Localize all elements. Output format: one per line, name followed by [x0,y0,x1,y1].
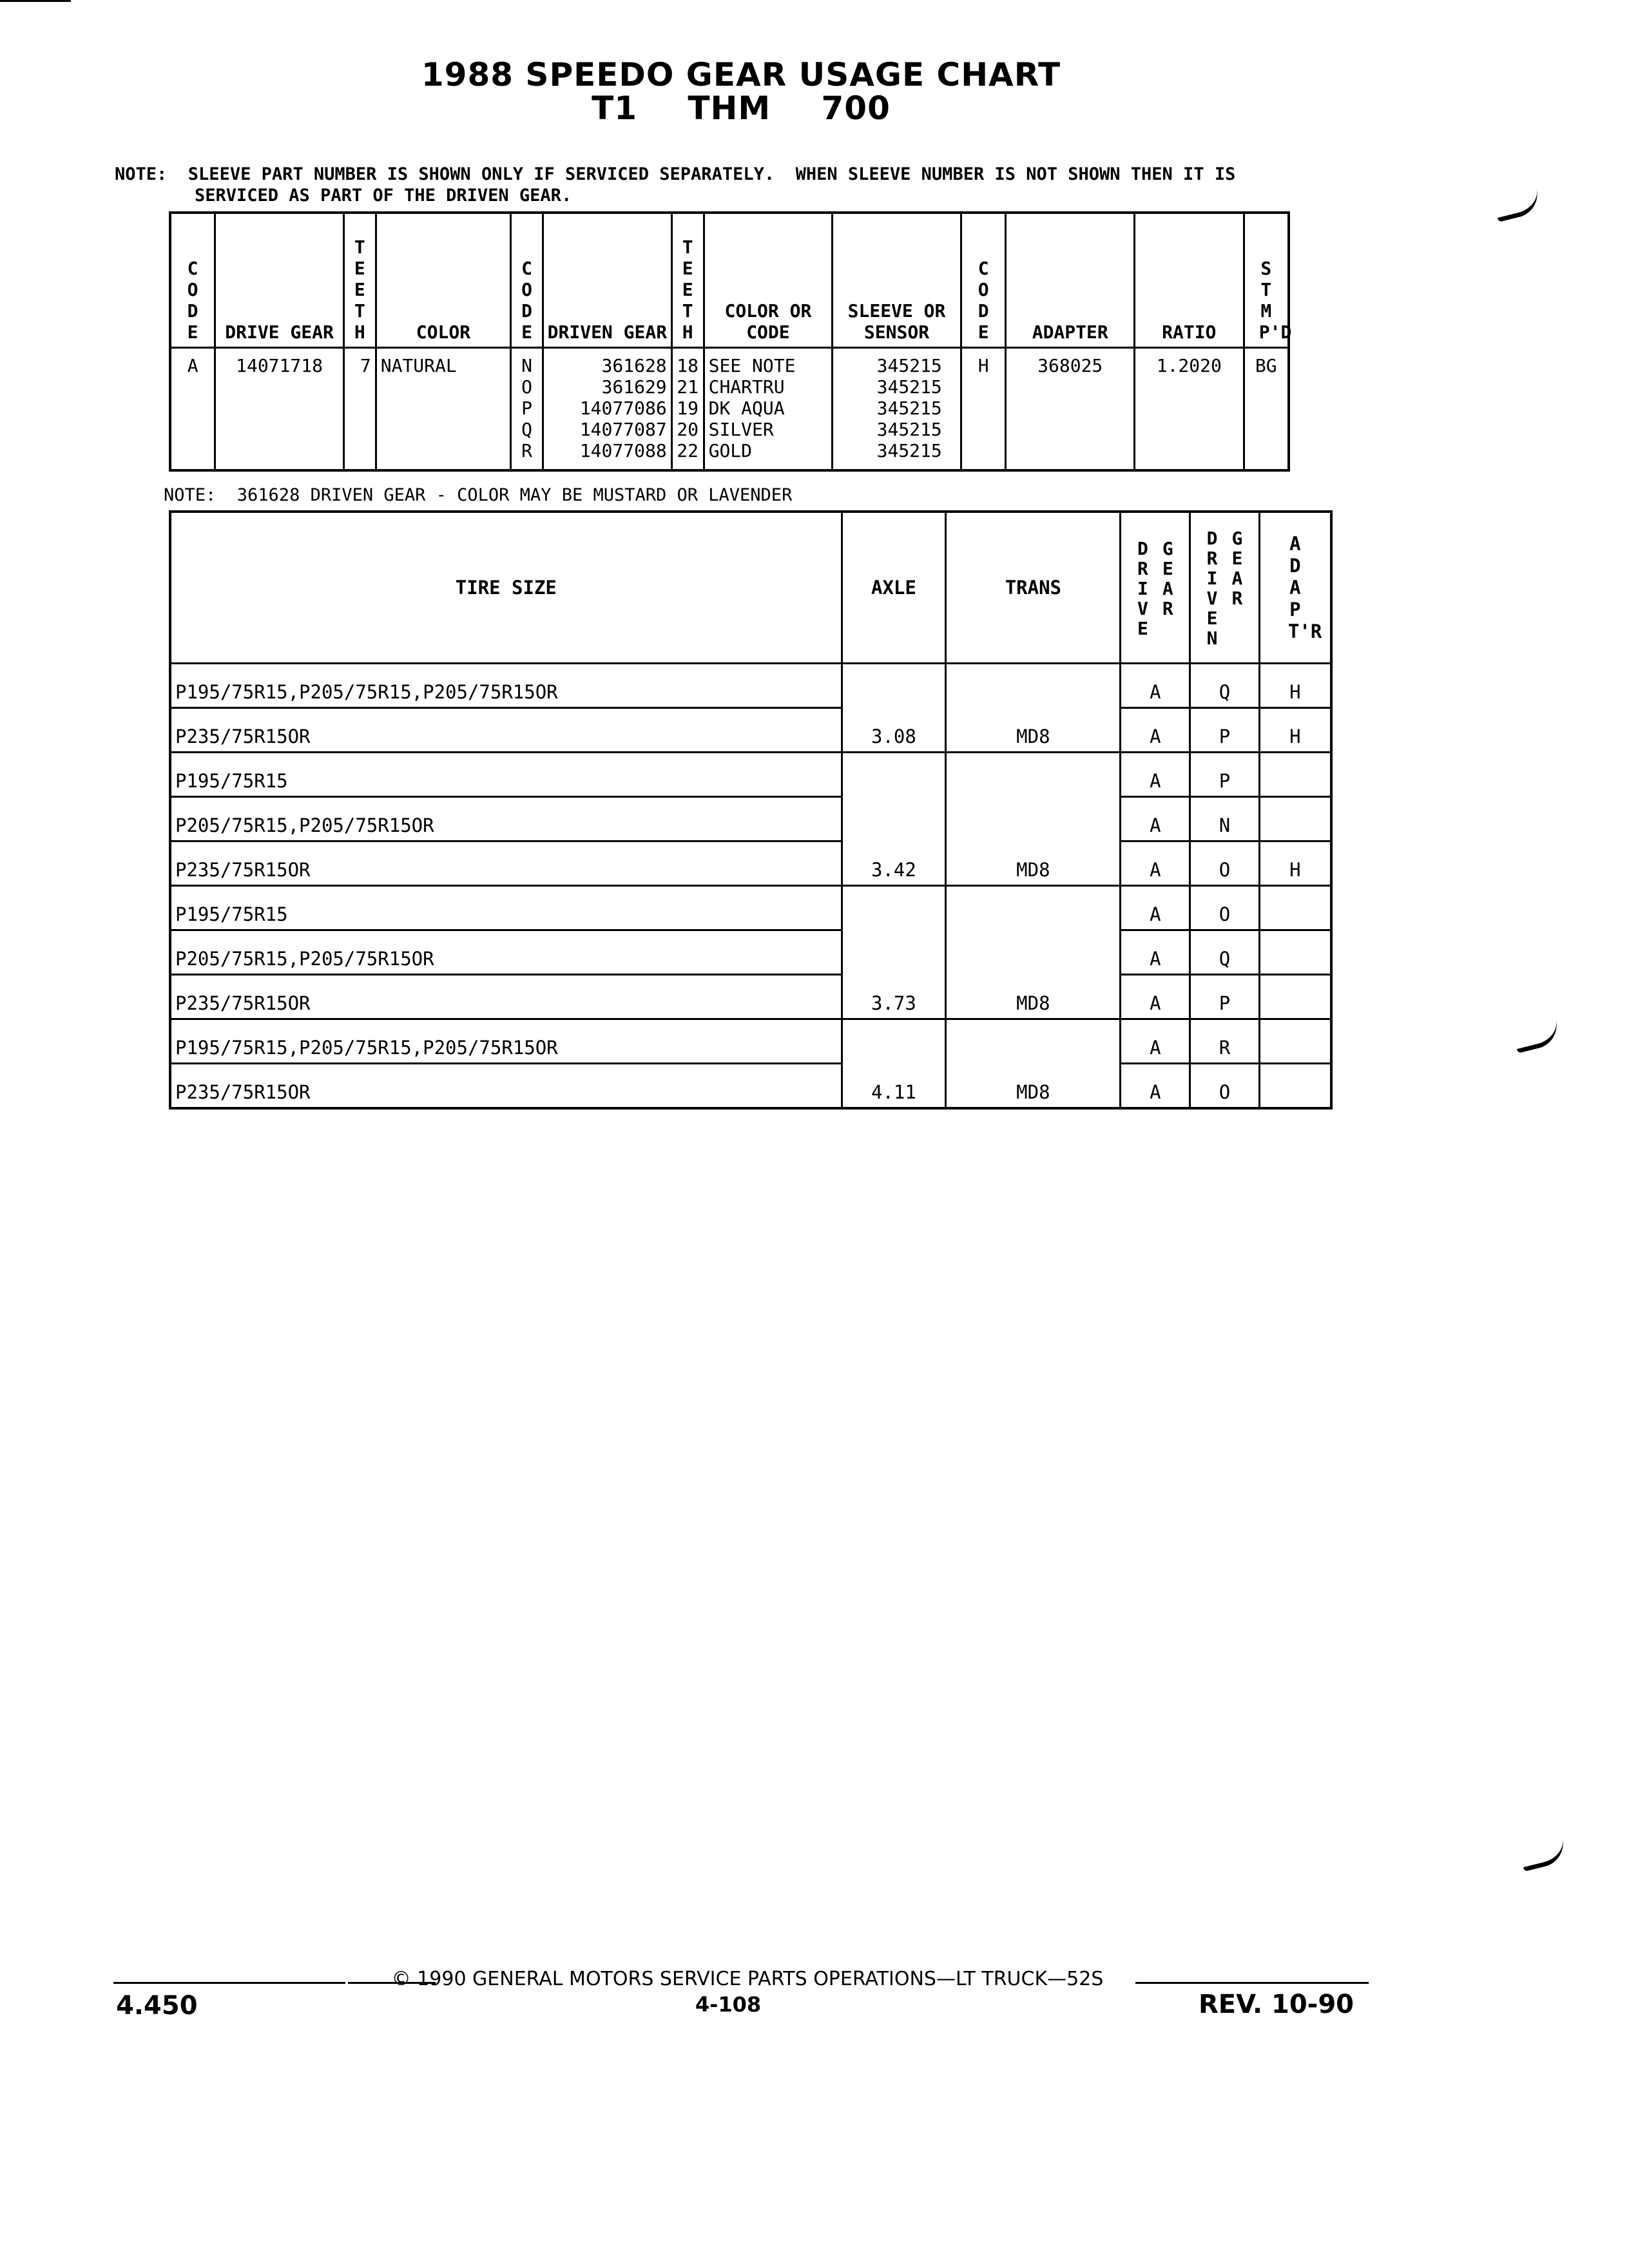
header-drive-gear-col: DRIVE GEAR [1121,512,1190,664]
header-driven-gear: DRIVEN GEAR [543,213,672,348]
cell-trans [946,886,1121,930]
binder-hole-mark [1519,1838,1568,1872]
header-code-2: CODE [511,213,543,348]
note-text-line2: SERVICED AS PART OF THE DRIVEN GEAR. [195,186,572,206]
cell-adapter: H [1259,708,1331,753]
cell-color: NATURAL [376,348,510,471]
cell-driven-gear: R [1190,1019,1260,1064]
cell-teeth: 7 [343,348,376,471]
cell-trans [946,664,1121,708]
cell-axle [842,930,946,975]
header-adapter: ADAPTER [1006,213,1134,348]
cell-adapter: H [1259,664,1331,708]
cell-axle: 4.11 [842,1064,946,1109]
cell-adapter [1259,975,1331,1019]
cell-drive-gear: A [1121,930,1190,975]
cell-drive-gear: A [1121,975,1190,1019]
cell-drive-gear: A [1121,753,1190,797]
header-trans: TRANS [946,512,1121,664]
cell-adapter: 368025 [1006,348,1134,471]
cell-adapter [1259,753,1331,797]
page-number: 4.450 [116,1991,198,2021]
cell-driven-codes: N O P Q R [511,348,543,471]
cell-driven-gear: O [1190,886,1260,930]
header-ratio: RATIO [1134,213,1244,348]
cell-driven-gear: Q [1190,664,1260,708]
cell-driven-gear: Q [1190,930,1260,975]
cell-driven-gear: O [1190,841,1260,886]
cell-axle: 3.08 [842,708,946,753]
cell-trans: MD8 [946,708,1121,753]
cell-trans [946,753,1121,797]
cell-trans: MD8 [946,841,1121,886]
note-label: NOTE: [115,164,168,184]
table-row [170,797,1331,841]
cell-tire-size: P195/75R15,P205/75R15,P205/75R15OR [170,664,842,708]
header-adaptr: ADAPT'R [1259,512,1331,664]
table-row [170,975,1331,1019]
header-driven-gear-col: DRIVEN GEAR [1190,512,1260,664]
cell-adapter [1259,930,1331,975]
cell-driven-gear: N [1190,797,1260,841]
page-subtitle: T1 THM 700 [592,90,891,127]
cell-trans [946,930,1121,975]
header-code-3: CODE [961,213,1006,348]
cell-driven-gears: 361628 361629 14077086 14077087 14077088 [543,348,672,471]
cell-drive-gear: A [1121,797,1190,841]
header-code: CODE [170,213,215,348]
cell-tire-size: P205/75R15,P205/75R15OR [170,797,842,841]
cell-adapter [1259,1064,1331,1109]
cell-tire-size: P195/75R15,P205/75R15,P205/75R15OR [170,1019,842,1064]
cell-tire-size: P195/75R15 [170,886,842,930]
cell-driven-teeth: 18 21 19 20 22 [671,348,704,471]
cell-driven-gear: P [1190,753,1260,797]
cell-trans [946,797,1121,841]
sleeve-note [115,164,1235,186]
gear-table [169,211,1290,472]
top-rule [0,0,71,2]
cell-drive-gear: A [1121,708,1190,753]
note-text-line1: SLEEVE PART NUMBER IS SHOWN ONLY IF SERVICED SEPARATELY. WHEN SLEEVE NUMBER IS NOT SHOWN THEN IT IS [188,164,1236,184]
page-reference: 4-108 [695,1992,762,2017]
cell-axle [842,753,946,797]
header-axle: AXLE [842,512,946,664]
gear-table-header [170,213,1289,348]
cell-stmpd: BG [1244,348,1289,471]
gear-table-row [170,348,1289,471]
cell-tire-size: P235/75R15OR [170,1064,842,1109]
header-teeth-2: TEETH [671,213,704,348]
cell-ratio: 1.2020 [1134,348,1244,471]
cell-axle [842,886,946,930]
cell-adapter [1259,886,1331,930]
cell-tire-size: P235/75R15OR [170,708,842,753]
table-row [170,1019,1331,1064]
table-row [170,930,1331,975]
page-title: 1988 SPEEDO GEAR USAGE CHART [421,56,1061,93]
cell-axle: 3.73 [842,975,946,1019]
header-tire-size: TIRE SIZE [170,512,842,664]
tire-table-header [170,512,1331,664]
cell-adapter [1259,1019,1331,1064]
table-row [170,664,1331,708]
cell-axle [842,797,946,841]
cell-driven-gear: P [1190,708,1260,753]
footer-rule-right [1135,1982,1369,1984]
header-sleeve-or-sensor: SLEEVE OR SENSOR [833,213,961,348]
table-row [170,841,1331,886]
driven-gear-note: NOTE: 361628 DRIVEN GEAR - COLOR MAY BE MUSTARD OR LAVENDER [164,485,793,505]
header-teeth: TEETH [343,213,376,348]
cell-drive-gear: A [1121,664,1190,708]
cell-drive-gear: A [1121,1064,1190,1109]
cell-drive-gear: A [1121,886,1190,930]
cell-drive-gear: A [1121,1019,1190,1064]
table-row [170,753,1331,797]
binder-hole-mark [1512,1019,1562,1053]
binder-hole-mark [1493,188,1543,222]
cell-tire-size: P205/75R15,P205/75R15OR [170,930,842,975]
cell-drive-gear: A [1121,841,1190,886]
cell-trans [946,1019,1121,1064]
cell-trans: MD8 [946,1064,1121,1109]
revision: REV. 10-90 [1199,1990,1354,2019]
header-drive-gear: DRIVE GEAR [215,213,344,348]
table-row [170,886,1331,930]
footer-copyright: © 1990 GENERAL MOTORS SERVICE PARTS OPERATIONS—LT TRUCK—52S [391,1968,1104,1990]
cell-axle: 3.42 [842,841,946,886]
cell-drive-gear: 14071718 [215,348,344,471]
cell-sleeves: 345215 345215 345215 345215 345215 [833,348,961,471]
cell-driven-gear: O [1190,1064,1260,1109]
table-row [170,708,1331,753]
cell-tire-size: P235/75R15OR [170,975,842,1019]
cell-axle [842,1019,946,1064]
tire-table [169,510,1333,1110]
cell-tire-size: P235/75R15OR [170,841,842,886]
header-color-or-code: COLOR OR CODE [704,213,833,348]
cell-code: A [170,348,215,471]
cell-adapter: H [1259,841,1331,886]
table-row [170,1064,1331,1109]
header-stmpd: STMP'D [1244,213,1289,348]
cell-driven-colors: SEE NOTE CHARTRU DK AQUA SILVER GOLD [704,348,833,471]
cell-adapter [1259,797,1331,841]
header-color: COLOR [376,213,510,348]
footer-rule-far-left [113,1982,345,1984]
cell-trans: MD8 [946,975,1121,1019]
cell-tire-size: P195/75R15 [170,753,842,797]
cell-axle [842,664,946,708]
cell-adapter-code: H [961,348,1006,471]
cell-driven-gear: P [1190,975,1260,1019]
